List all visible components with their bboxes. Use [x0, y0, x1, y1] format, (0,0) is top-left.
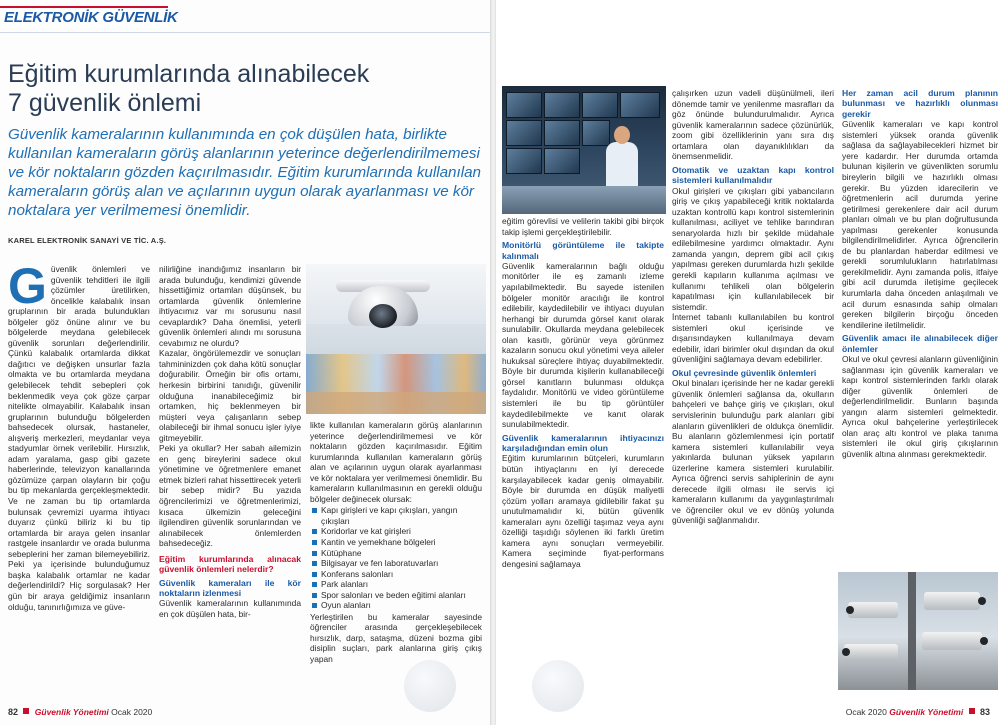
body-paragraph: Güvenlik kameralarının bağlı olduğu monitörler ile eş zamanlı izleme yapılabilmektedir. Bu sayede istenilen bölgeler monitör aracılığı ile kontrol edilebilir, kaydedilebilir ve ihtiyacı duyulan herhangi bir durumda görsel kanıt olarak sunulabilir. Okullarda meydana gelebilecek olan kasıtlı, görünür veya görünmez kazaların sonucu okul yönetimi veya aileler hukuksal süreçlere ihtiyaç duyabilmektedir. Böyle bir durumda kişilerin kullanabileceği görsel kanıtların bulunması oldukça faydalıdır. Monitörlü ve video görüntüleme sistemleri ile bu tip görüntüler kaydedilebilmekte ve kanıt olarak sunulabilmektedir.	[502, 260, 664, 430]
list-item: Bilgisayar ve fen laboratuvarları	[310, 558, 482, 569]
globe-watermark-icon	[404, 660, 456, 712]
monitor-icon	[506, 92, 542, 118]
footer-marker-icon	[23, 708, 29, 714]
subheading-cameras: Güvenlik kameraları ile kör noktaların izlenmesi	[159, 577, 301, 598]
subheading-surroundings: Okul çevresinde güvenlik önlemleri	[672, 367, 817, 378]
bullet-camera-icon	[922, 632, 982, 650]
subheading-emergency: Her zaman acil durum planının bulunması ve hazırlıklı olunması gerekir	[842, 88, 998, 119]
body-paragraph: Kazalar, öngörülemezdir ve sonuçları tahmininizden çok daha kötü sonuçlar doğurabilir. Örneğin bir ofis ortamı, herkesin birbirini tanıdığı, güvenilir olduğuna inanabileceğimiz bir ortamken, hiç beklenmeyen bir müşteri veya çalışanların sebep olabileceği bir ihmal sonucu işler iyiye gitmeyebilir.	[159, 348, 301, 443]
body-paragraph: Güvenlik kameraları ve kapı kontrol sistemleri yüksek oranda güvenlik sağlasa da sağlayabilecekleri hizmet bir yere kadardır. Her durumda ortamda bulunan kişilerin ve güvenlikten sorumlu bireylerin bilgili ve hazırlıklı olması gerekir. Bu yüzden idarecilerin ve öğretmenlerin acil durumda yerine getirilmesi gerekenlere dair acil durum planları olmalı ve bu plan doğrultusunda yapılması gerekenler konusunda bilgilendirilmelidirler. Ayrıca öğrencilerin de bu planlardan haberdar edilmesi ve gerekli sorumlulukların hatırlatılması gerekilmelidir. Aynı zamanda polis, itfaiye gibi acil durumda iletişime geçilecek kurumlarla daha önceden anlaşılmalı ve acil durum esnasında sahip olmaları gereken bilgilerin birçoğu önceden kendilerine iletilmelidir.	[842, 119, 998, 330]
section-title: ELEKTRONİK GÜVENLİK	[4, 9, 178, 26]
body-paragraph: Güvenlik kameralarının kullanımında en çok düşülen hata, bir-	[159, 598, 301, 619]
control-desk	[502, 186, 666, 214]
body-paragraph: Okul girişleri ve çıkışları gibi yabancıların giriş ve çıkış yapabileceği kritik noktalarda uzaktan kontrollü kapı kontrol sistemlerinin kullanılması, aciliyet ve tehlike barındıran senaryolarda hızlı bir şekilde müdahale edilebilmesine yardımcı olmaktadır. Aynı zamanda yangın, deprem gibi acil çıkış yapılması gereken durumlarda hızlı şekilde gerekli kapıların kullanıma açılması ve kullanımı tehlikeli olan bölgelerin kapatılması için kullanılabilecek bir sistemdir.	[672, 185, 834, 312]
body-paragraph: Okul ve okul çevresi alanların güvenliğinin sağlanması için güvenlik kameraları ve kapı kontrol sistemlerinden farklı olarak diğer güvenlik önlemleri de değerlendirilmelidir. Bunların başında yangın alarm sistemleri gelmektedir. Ayrıca okul bahçelerine yerleştirilecek olan araç altı kontrol ve plaka tanıma sistemleri ile okul giriş çıkışlarının güvenlik altına alınması gerekmektedir.	[842, 353, 998, 459]
control-room-photo	[502, 86, 666, 214]
body-column-1	[8, 258, 150, 674]
photo-desks	[306, 392, 486, 414]
footer-marker-icon	[969, 708, 975, 714]
bullet-camera-icon	[844, 644, 898, 660]
body-paragraph: çalışırken uzun vadeli düşünülmeli, ileri dönemde tamir ve yenilenme masrafları da göz önünde bulundurulmalıdır. Ayrıca güvenlik kameralarının sadece çözünürlük, zoom gibi özelliklerinin yanı sıra dış ortamlara olan dayanıklılıkları da önemsenmelidir.	[672, 88, 834, 162]
magazine-name: Güvenlik Yönetimi	[34, 707, 109, 717]
street-camera-photo	[838, 572, 998, 690]
list-item: Koridorlar ve kat girişleri	[310, 526, 482, 537]
article-company: KAREL ELEKTRONİK SANAYİ VE TİC. A.Ş.	[8, 236, 167, 245]
body-paragraph: likte kullanılan kameraların görüş alanlarının yeterince değerlendirilmemesi ve kör noktaların gözden kaçırılmasıdır. Eğitim kurumlarında kullanılan kameraların görüş alan ve açılarının uygun olarak ayarlanması ve kör noktalara yer verilmemesi önemlidir. Bu kameraların kullanılmasının en gerekli olduğu bölgeler değinecek olursak:	[310, 420, 482, 504]
list-item: Park alanları	[310, 579, 482, 590]
list-item: Spor salonları ve beden eğitimi alanları	[310, 590, 482, 601]
right-page	[496, 0, 1000, 725]
monitor-icon	[544, 120, 580, 146]
magazine-name: Güvenlik Yönetimi	[889, 707, 964, 717]
list-item: Konferans salonları	[310, 569, 482, 580]
operator-figure	[606, 142, 638, 192]
body-column-4	[502, 216, 664, 676]
left-page	[0, 0, 490, 725]
footer-right	[846, 707, 990, 717]
camera-lens-icon	[980, 637, 988, 645]
page-number: 82	[8, 707, 19, 717]
camera-pole	[908, 572, 916, 690]
monitor-icon	[582, 120, 610, 146]
monitor-icon	[582, 92, 618, 118]
subheading-needs: Güvenlik kameralarının ihtiyacınızı karşıladığından emin olun	[502, 432, 664, 454]
subheading-door-control: Otomatik ve uzaktan kapı kontrol sistemleri kullanılmalıdır	[672, 164, 834, 186]
body-paragraph: Yerleştirilen bu kameralar sayesinde öğrenciler arasında gerçekleşebilecek hırsızlık, darp, sataşma, düzeni bozma gibi disiplin suçları, park alanlarına giriş çıkış yapan	[310, 611, 482, 665]
body-column-2	[159, 264, 301, 674]
article-title	[8, 60, 478, 118]
body-paragraph: Eğitim kurumlarının bütçeleri, kurumların bütün ihtiyaçlarını en iyi derecede karşılayabilecek kadar geniş olmayabilir. Böyle bir durumda en düşük maliyetli çözüm yolları aramaya gidilebilir fakat şu unutulmamalıdır ki, bütün güvenlik kameraları aynı özelliği taşımaz veya aynı özelliği taşıdığı söylenen iki farklı üretim kamera aynı sonuçları vermeyebilir. Kamera seçiminde fiyat-performans dengesini sağlamaya	[502, 453, 664, 569]
monitor-icon	[620, 92, 660, 118]
list-item: Kütüphane	[310, 548, 482, 559]
article-title-line2: 7 güvenlik önlemi	[8, 89, 202, 117]
issue-date: Ocak 2020	[111, 707, 153, 717]
list-item: Kantin ve yemekhane bölgeleri	[310, 537, 482, 548]
issue-date: Ocak 2020	[845, 707, 887, 717]
camera-locations-list	[310, 505, 482, 610]
body-paragraph: üvenlik önlemleri ve güvenlik tehditleri ile ilgili çözümler üretilirken, öncelikle kalabalık insan gruplarının bir arada bulundukları bölgeler göz önüne alınır ve bu bölgelerde meydana gelebilecek güvenlik sorunları değerlendirilir. Çünkü kalabalık ortamlarda dikkat dağıtıcı ve değişken unsurlar fazla olmakta ve bu ortamlarda meydana gelebilecek tehdit sebepleri çok beklenmedik veya çok göze çarpar nitelikte olmayabilir. Kalabalık insan gruplarının bulunduğu bölgelerden bahsedecek olursak, hastaneler, alışveriş merkezleri, meydanlar veya stadyumlar örnek verilebilir. Hırsızlık, adam yaralama, gasp gibi gazete haberlerinde, televizyon kanallarında gözümüze çarpan olayların bir çoğu bu tip mekanlarda gerçekleşmektedir. Ve ne zaman bu tip ortamlarda bulunsak çevremizi uyarma ihtiyacı duyarız çünkü biliriz ki bu tip ortamlarda bir araya gelen insanlar rastgele insanlardır ve orada bulunma sebeplerini her zaman bilemeyebiliriz. Peki ya içerisinde bulunduğumuz başka kalabalık ortamlar ne kadar değerlendirildi? Hiç sorgulasak? Her gün bir araya geldiğimiz insanların olduğu, tanınırlığımıza ve güve-	[8, 264, 150, 612]
camera-lens-icon	[978, 597, 986, 605]
monitor-icon	[544, 92, 580, 118]
dome-camera-photo	[306, 264, 486, 414]
article-lede: Güvenlik kameralarının kullanımında en çok düşülen hata, birlikte kullanılan kameraların görüş alanlarının yeterince değerlendirilmemesi ve kör noktaların gözden kaçırılmasıdır. Eğitim kurumlarında kullanılan kameraların görüş alan ve açılarının uygun olarak ayarlanması ve kör noktalara yer verilmemesi önemlidir.	[8, 126, 481, 219]
footer-left	[8, 707, 152, 717]
list-item: Kapı girişleri ve kapı çıkışları, yangın çıkışları	[310, 505, 482, 526]
drop-cap: G	[8, 258, 47, 314]
body-paragraph: eğitim görevlisi ve velilerin takibi gibi birçok takip işlemi gerçekleştirilebilir.	[502, 216, 664, 237]
monitor-icon	[544, 148, 580, 174]
body-column-6	[842, 88, 998, 568]
subheading-monitor: Monitörlü görüntüleme ile takipte kalınmalı	[502, 240, 664, 261]
camera-lens-icon	[846, 606, 854, 614]
globe-watermark-icon	[532, 660, 584, 712]
subheading-other-measures: Güvenlik amacı ile alınabilecek diğer önlemler	[842, 333, 998, 354]
body-column-5	[672, 88, 834, 678]
camera-lens-icon	[369, 304, 397, 328]
body-paragraph: İnternet tabanlı kullanılabilen bu kontrol sistemleri okul içerisinde ve dışarısındayken kullanılmaya devam edebilir, idari birimler okul dışından da okul güvenliğini sağlamaya devam edebilirler.	[672, 312, 834, 365]
body-paragraph: nilirliğine inandığımız insanların bir arada bulunduğu, kendimizi güvende hissettiğimiz ortamları düşünsek, bu ortamlarda güvenlik önlemlerine ihtiyacımız var mı sorusunu nasıl cevaplardık? Daha önemlisi, yeterli güvenlik önlemleri alındı mı sorusuna cevabımız ne olurdu?	[159, 264, 301, 348]
body-paragraph: Okul binaları içerisinde her ne kadar gerekli güvenlik önlemleri sağlansa da, okulların bahçeleri ve bahçe giriş ve çıkışları, okul servislerinin bulunduğu park alanları gibi alanların güvenlikleri de oldukça önemlidir. Bu alanların gözlemlenmesi için portatif kamera sistemleri kullanılabilir veya yakınlarda bulunan yüksek yapıların üzerlerine kamera sistemleri kurulabilir. Ayrıca öğrenci servis sahiplerinin de aynı derecede ilgili olması ile servis içi kameraların kullanımı da yaygınlaştırılmalı ve öğrenciler okul ve ev dönüş yolunda güvenliği sağlanmalıdır.	[672, 378, 834, 526]
page-number: 83	[979, 707, 990, 717]
body-column-3	[310, 420, 482, 674]
camera-lens-icon	[842, 648, 850, 656]
section-divider	[0, 32, 490, 33]
monitor-icon	[506, 148, 542, 174]
bullet-camera-icon	[848, 602, 898, 618]
bullet-camera-icon	[924, 592, 980, 610]
article-title-line1: Eğitim kurumlarında alınabilecek	[8, 60, 370, 88]
monitor-icon	[506, 120, 542, 146]
list-item: Oyun alanları	[310, 600, 482, 611]
operator-head	[614, 126, 630, 144]
subheading-measures: Eğitim kurumlarında alınacak güvenlik önlemleri nelerdir?	[159, 553, 301, 575]
body-paragraph: Peki ya okullar? Her sabah ailemizin en genç bireylerini sadece okul yönetimine ve öğretmenlere emanet etmek bizleri rahat hissettirecek yeterli bir sebep midir? Bu yazıda öğrencilerimizi ve öğretmenlerimizi, kısaca ülkemizin geleceğini ilgilendiren güvenlik sorunlarından ve alınabilecek önlemlerden bahsedeceğiz.	[159, 443, 301, 549]
